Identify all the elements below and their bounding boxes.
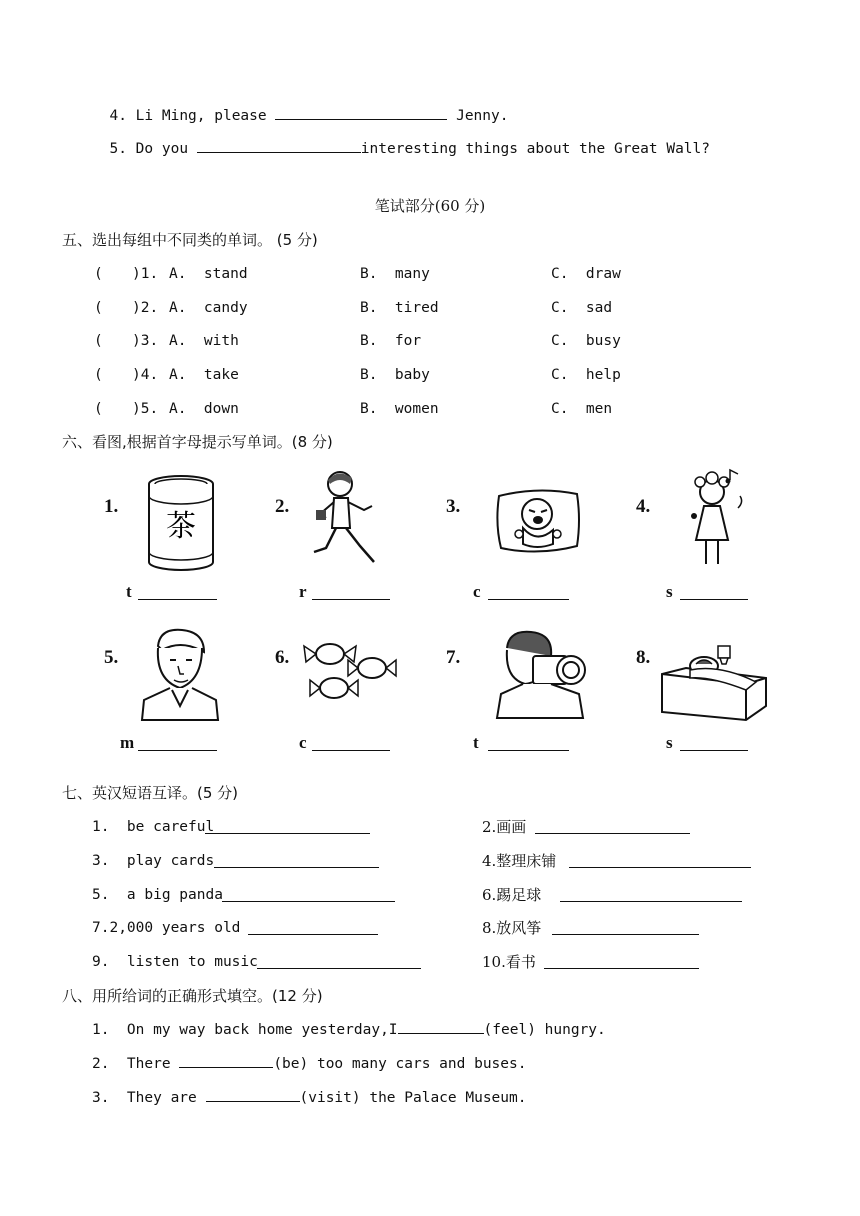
option-b: B. baby: [360, 367, 430, 383]
phrase-cn: 2.画画: [482, 818, 527, 836]
option-c: C. men: [551, 401, 613, 417]
section8-title: 八、用所给词的正确形式填空。(12 分): [62, 987, 323, 1005]
answer-line[interactable]: [680, 599, 748, 600]
answer-line[interactable]: [488, 599, 569, 600]
sleeping-bed-icon: [660, 642, 770, 722]
option-a: A. with: [169, 333, 239, 349]
answer-blank[interactable]: [569, 853, 751, 868]
picture-number: 6.: [275, 647, 290, 668]
section7-title: 七、英汉短语互译。(5 分): [62, 784, 239, 802]
answer-line[interactable]: [312, 599, 390, 600]
hint-letter: m: [120, 733, 135, 752]
question-number: )1.: [132, 266, 159, 282]
candies-icon: [296, 634, 398, 706]
answer-blank[interactable]: [206, 1087, 300, 1102]
answer-line[interactable]: [488, 750, 569, 751]
crying-baby-icon: [493, 484, 583, 558]
fill-item-3: 3. They are (visit) the Palace Museum.: [92, 1087, 526, 1108]
picture-number: 7.: [446, 647, 461, 668]
answer-blank[interactable]: [248, 920, 378, 935]
answer-paren[interactable]: (: [94, 266, 103, 282]
phrase-en: 7.2,000 years old: [92, 920, 241, 936]
question-number: )3.: [132, 333, 159, 349]
picture-number: 5.: [104, 647, 119, 668]
hint-letter: t: [473, 733, 479, 752]
answer-line[interactable]: [138, 599, 217, 600]
picture-number: 8.: [636, 647, 651, 668]
picture-number: 2.: [275, 496, 290, 517]
option-c: C. busy: [551, 333, 621, 349]
phrase-cn: 6.踢足球: [482, 886, 542, 904]
option-a: A. stand: [169, 266, 248, 282]
option-b: B. tired: [360, 300, 439, 316]
question-5: 5. Do you interesting things about the Great Wall?: [92, 118, 710, 159]
hint-letter: s: [666, 733, 673, 752]
answer-blank[interactable]: [179, 1053, 273, 1068]
answer-paren[interactable]: (: [94, 367, 103, 383]
hint-letter: s: [666, 582, 673, 601]
answer-line[interactable]: [680, 750, 748, 751]
tea-character: 茶: [166, 509, 196, 544]
camera-person-icon: [493, 628, 587, 720]
question-number: )2.: [132, 300, 159, 316]
phrase-cn: 4.整理床铺: [482, 852, 557, 870]
man-portrait-icon: [140, 626, 220, 722]
running-boy-icon: [308, 468, 380, 572]
picture-number: 3.: [446, 496, 461, 517]
answer-blank[interactable]: [205, 819, 370, 834]
option-b: B. women: [360, 401, 439, 417]
singing-girl-icon: [686, 468, 746, 570]
written-part-title: 笔试部分(60 分): [374, 197, 486, 215]
fill-item-2: 2. There (be) too many cars and buses.: [92, 1053, 526, 1074]
section6-title: 六、看图,根据首字母提示写单词。(8 分): [62, 433, 333, 451]
fill-item-1: 1. On my way back home yesterday,I (feel) hungry.: [92, 1019, 606, 1040]
answer-paren[interactable]: (: [94, 333, 103, 349]
answer-blank[interactable]: [197, 138, 361, 153]
answer-paren[interactable]: (: [94, 300, 103, 316]
answer-blank[interactable]: [398, 1019, 484, 1034]
answer-line[interactable]: [312, 750, 390, 751]
phrase-en: 1. be careful: [92, 819, 215, 835]
option-b: B. many: [360, 266, 430, 282]
answer-line[interactable]: [138, 750, 217, 751]
answer-blank[interactable]: [535, 819, 690, 834]
hint-letter: c: [473, 582, 481, 601]
option-a: A. candy: [169, 300, 248, 316]
answer-blank[interactable]: [552, 920, 699, 935]
hint-letter: c: [299, 733, 307, 752]
question-number: )5.: [132, 401, 159, 417]
phrase-cn: 8.放风筝: [482, 919, 542, 937]
option-a: A. down: [169, 401, 239, 417]
option-c: C. sad: [551, 300, 613, 316]
option-c: C. help: [551, 367, 621, 383]
picture-number: 1.: [104, 496, 119, 517]
phrase-en: 5. a big panda: [92, 887, 223, 903]
option-a: A. take: [169, 367, 239, 383]
phrase-cn: 10.看书: [482, 953, 536, 971]
hint-letter: r: [299, 582, 307, 601]
picture-number: 4.: [636, 496, 651, 517]
answer-blank[interactable]: [544, 954, 699, 969]
question-number: )4.: [132, 367, 159, 383]
answer-blank[interactable]: [560, 887, 742, 902]
section5-title: 五、选出每组中不同类的单词。 (5 分): [62, 231, 318, 249]
phrase-en: 3. play cards: [92, 853, 215, 869]
tea-can-icon: [145, 474, 217, 574]
option-b: B. for: [360, 333, 422, 349]
phrase-en: 9. listen to music: [92, 954, 258, 970]
question-4: 4. Li Ming, please Jenny.: [92, 85, 508, 126]
answer-blank[interactable]: [214, 853, 379, 868]
answer-blank[interactable]: [222, 887, 395, 902]
answer-blank[interactable]: [257, 954, 421, 969]
answer-paren[interactable]: (: [94, 401, 103, 417]
hint-letter: t: [126, 582, 132, 601]
option-c: C. draw: [551, 266, 621, 282]
